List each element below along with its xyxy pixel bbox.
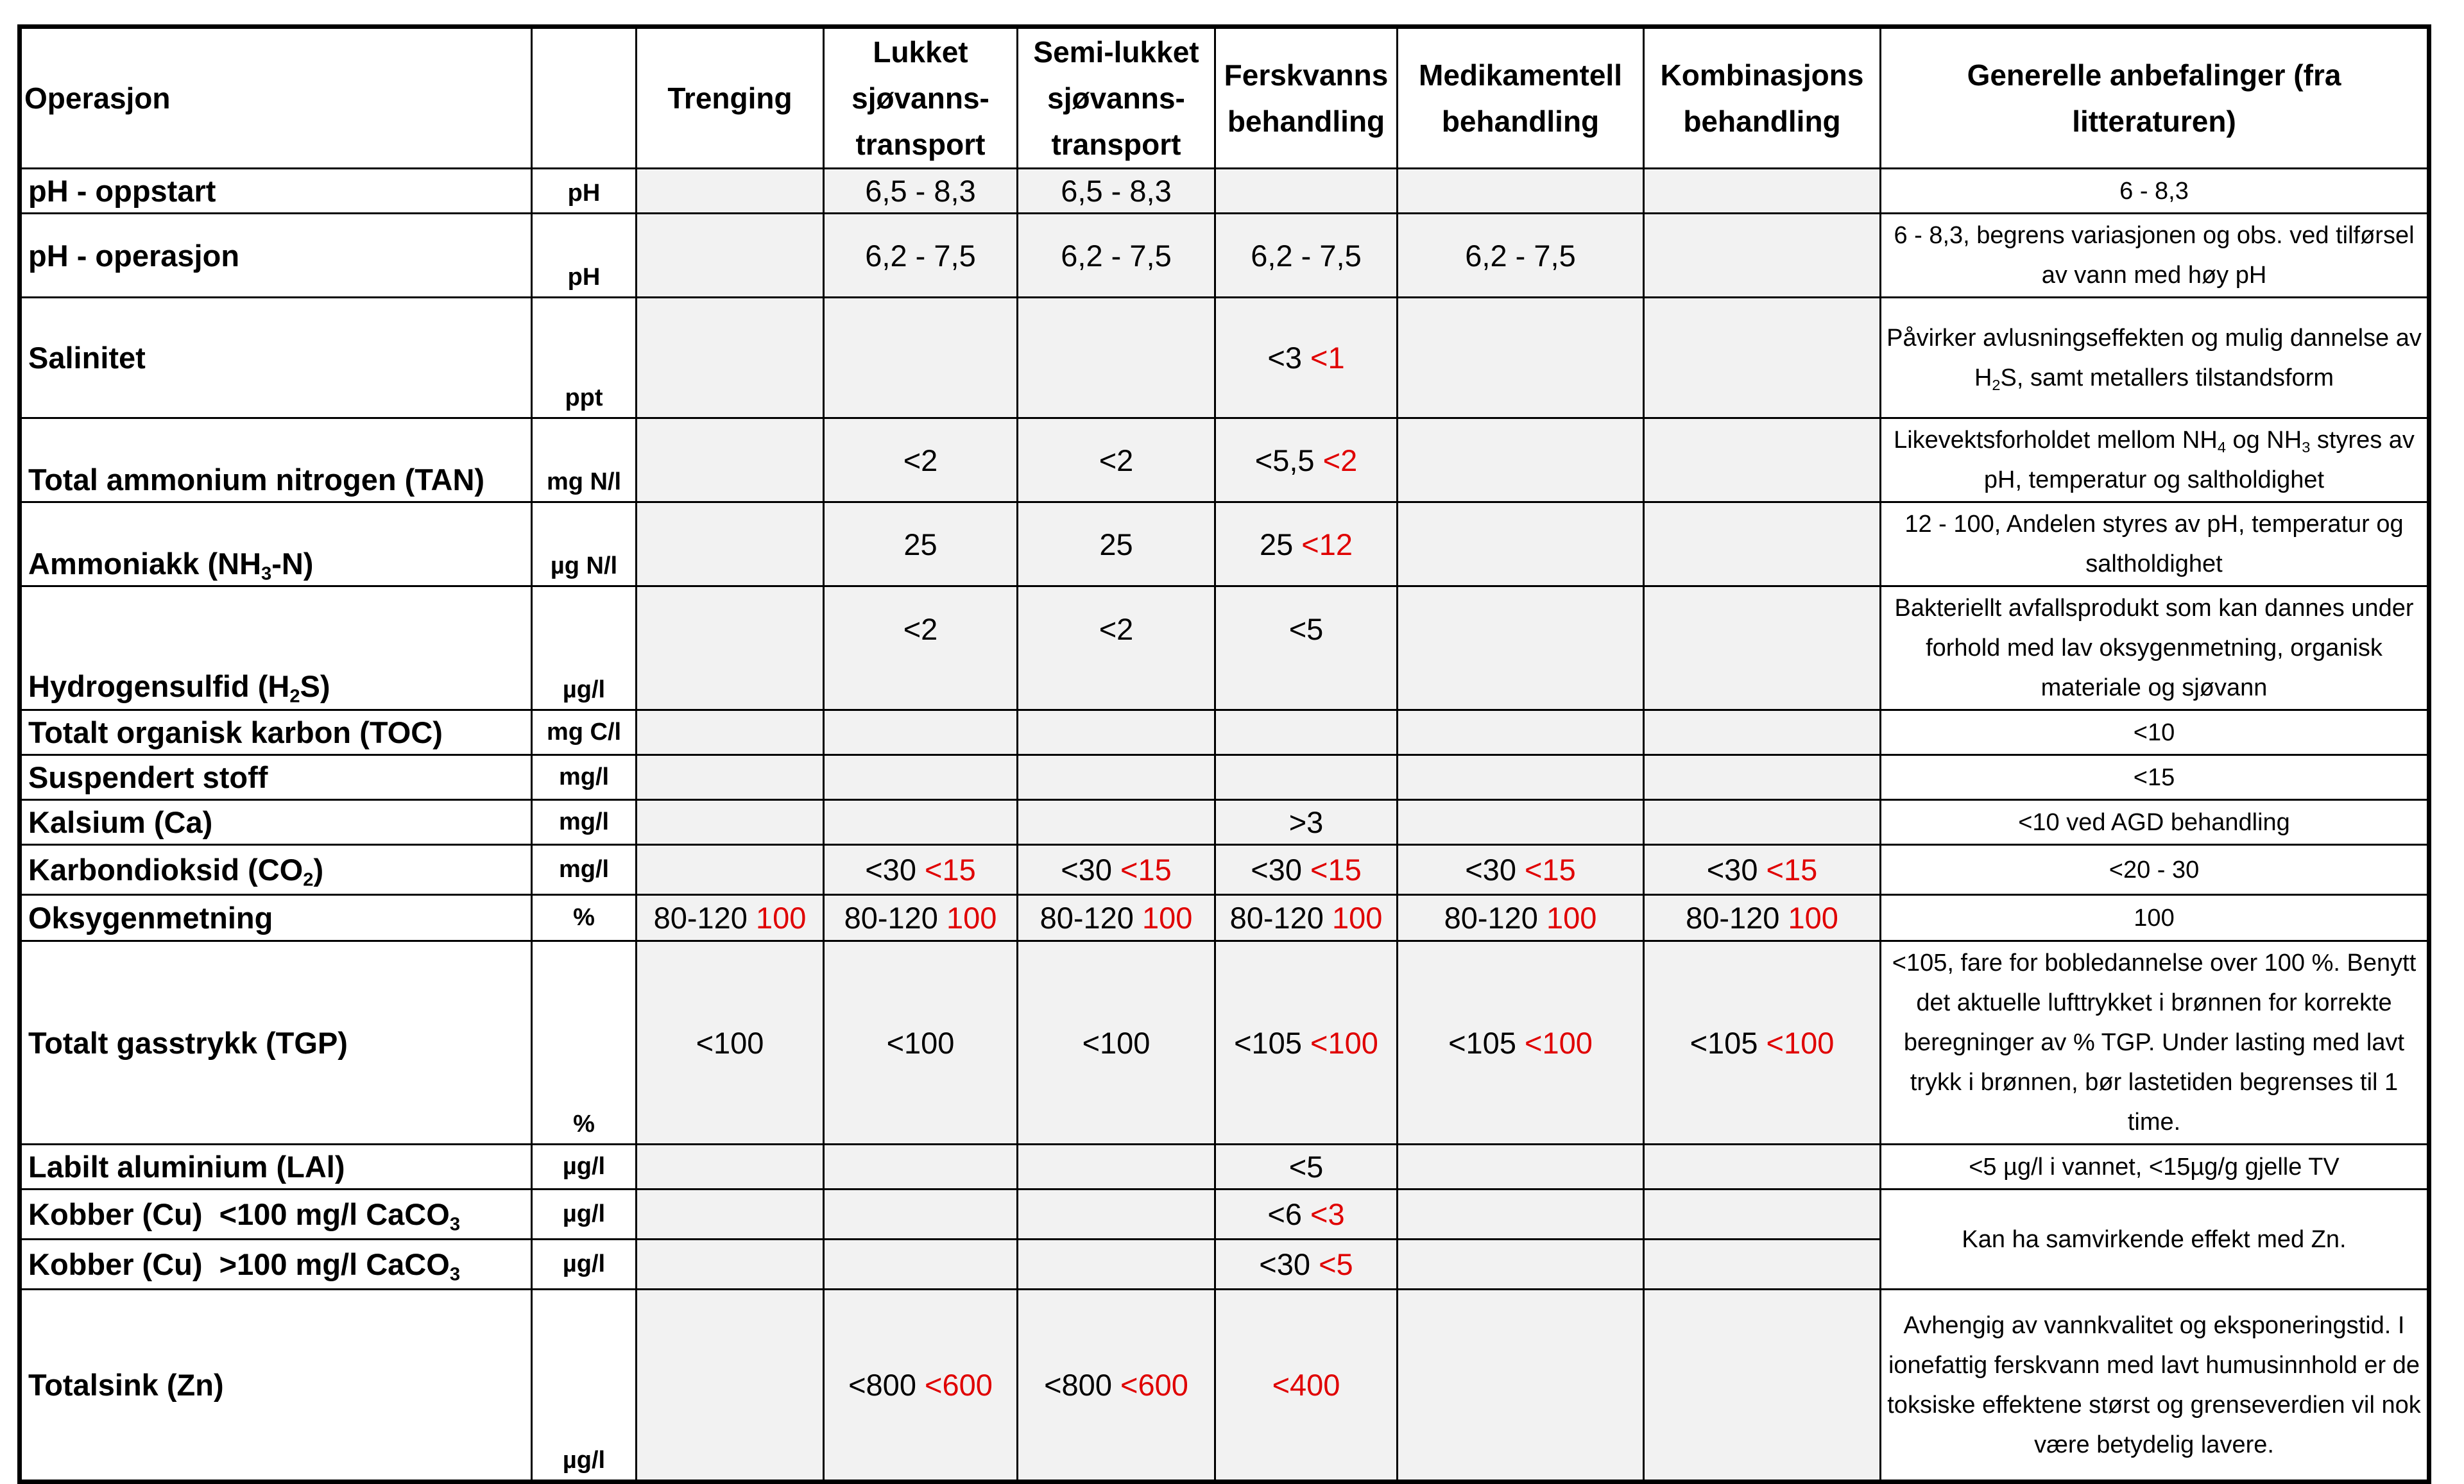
cell-kombi: 80-120 100 [1644,895,1881,941]
row-unit: µg/l [532,1145,637,1190]
cell-kombi [1644,586,1881,710]
cell-trenging [637,586,824,710]
cell-semi: 25 [1018,502,1215,586]
cell-recommendation: <105, fare for bobledannelse over 100 %. Benytt det aktuelle lufttrykket i brønnen for korrekte beregninger av % TGP. Under lasting med lavt trykk i brønnen, bør lastetiden begrenses til 1 time. [1881,941,2429,1145]
row-unit: % [532,895,637,941]
cell-kombi [1644,755,1881,800]
cell-semi [1018,298,1215,418]
cell-fersk: <105 <100 [1215,941,1398,1145]
row-unit: mg N/l [532,418,637,502]
cell-medik [1398,1145,1644,1190]
table-row [20,800,2429,845]
cell-medik [1398,502,1644,586]
cell-medik: 80-120 100 [1398,895,1644,941]
cell-fersk [1215,169,1398,214]
cell-medik [1398,586,1644,710]
header-semi-lukket: Semi-lukket sjøvanns- transport [1018,27,1215,169]
cell-fersk: 6,2 - 7,5 [1215,214,1398,298]
cell-medik [1398,1290,1644,1482]
cell-trenging [637,214,824,298]
table-row [20,1190,2429,1240]
cell-kombi [1644,298,1881,418]
water-quality-table [17,24,2431,1484]
row-unit: µg/l [532,1190,637,1240]
cell-semi: <30 <15 [1018,845,1215,895]
cell-medik [1398,755,1644,800]
cell-medik [1398,710,1644,755]
row-unit: µg/l [532,1290,637,1482]
cell-fersk: <30 <15 [1215,845,1398,895]
table-row [20,169,2429,214]
cell-trenging [637,169,824,214]
table-row [20,941,2429,1145]
header-ferskvann: Ferskvanns behandling [1215,27,1398,169]
cell-medik [1398,800,1644,845]
cell-kombi [1644,1240,1881,1290]
row-unit: mg C/l [532,710,637,755]
row-name: Kalsium (Ca) [20,800,532,845]
cell-trenging [637,845,824,895]
cell-recommendation: <10 ved AGD behandling [1881,800,2429,845]
cell-recommendation: 100 [1881,895,2429,941]
row-name: Karbondioksid $(CO_2)$ [20,845,532,895]
row-name: Totalt gasstrykk (TGP) [20,941,532,1145]
row-name: Kobber (Cu) <100 mg/l CaCO$_3$ [20,1190,532,1240]
cell-semi [1018,1240,1215,1290]
cell-semi: <800 <600 [1018,1290,1215,1482]
table-row [20,755,2429,800]
cell-recommendation: Avhengig av vannkvalitet og eksponeringstid. I ionefattig ferskvann med lavt humusinnhold er de toksiske effektene størst og grenseverdien vil nok være betydelig lavere. [1881,1290,2429,1482]
cell-lukket [824,1240,1018,1290]
cell-semi: <2 [1018,586,1215,710]
row-unit: mg/l [532,845,637,895]
cell-lukket [824,710,1018,755]
table-row [20,1290,2429,1482]
row-name: Kobber (Cu) >100 mg/l CaCO$_3$ [20,1240,532,1290]
row-unit: ppt [532,298,637,418]
cell-medik [1398,298,1644,418]
cell-semi: <2 [1018,418,1215,502]
row-unit: mg/l [532,800,637,845]
header-lukket: Lukket sjøvanns- transport [824,27,1018,169]
row-name: Labilt aluminium (LAl) [20,1145,532,1190]
cell-lukket: <2 [824,418,1018,502]
cell-trenging [637,1240,824,1290]
header-trenging: Trenging [637,27,824,169]
row-name: pH - operasjon [20,214,532,298]
cell-lukket [824,1145,1018,1190]
cell-medik [1398,1240,1644,1290]
table-row [20,418,2429,502]
header-operasjon: Operasjon [20,27,532,169]
cell-kombi [1644,710,1881,755]
cell-kombi [1644,418,1881,502]
cell-lukket [824,1190,1018,1240]
cell-trenging [637,1145,824,1190]
cell-medik: <105 <100 [1398,941,1644,1145]
cell-recommendation: Likevektsforholdet mellom $NH_4$ og $NH_3$ styres av pH, temperatur og saltholdighet [1881,418,2429,502]
cell-lukket: <2 [824,586,1018,710]
cell-fersk: 80-120 100 [1215,895,1398,941]
table-row [20,298,2429,418]
cell-fersk: <400 [1215,1290,1398,1482]
cell-recommendation: <15 [1881,755,2429,800]
cell-medik [1398,418,1644,502]
header-medikamentell: Medikamentell behandling [1398,27,1644,169]
row-unit: mg/l [532,755,637,800]
row-name: Suspendert stoff [20,755,532,800]
table-row [20,502,2429,586]
cell-recommendation: Påvirker avlusningseffekten og mulig dannelse av $H_2S$, samt metallers tilstandsform [1881,298,2429,418]
cell-recommendation: Kan ha samvirkende effekt med Zn. [1881,1190,2429,1290]
cell-lukket: 25 [824,502,1018,586]
cell-trenging [637,1290,824,1482]
row-unit: µg/l [532,586,637,710]
cell-lukket: 80-120 100 [824,895,1018,941]
cell-lukket: <800 <600 [824,1290,1018,1482]
cell-semi: <100 [1018,941,1215,1145]
cell-semi [1018,710,1215,755]
cell-kombi [1644,1290,1881,1482]
cell-medik: <30 <15 [1398,845,1644,895]
cell-semi [1018,1145,1215,1190]
cell-recommendation: <10 [1881,710,2429,755]
row-unit: pH [532,214,637,298]
cell-trenging [637,298,824,418]
cell-kombi [1644,1190,1881,1240]
cell-fersk: <5 [1215,586,1398,710]
cell-semi [1018,800,1215,845]
cell-fersk [1215,710,1398,755]
cell-semi [1018,1190,1215,1240]
cell-trenging [637,755,824,800]
cell-kombi: <105 <100 [1644,941,1881,1145]
table-row [20,845,2429,895]
cell-lukket [824,755,1018,800]
cell-recommendation: 12 - 100, Andelen styres av pH, temperatur og saltholdighet [1881,502,2429,586]
cell-kombi [1644,800,1881,845]
cell-recommendation: <5 µg/l i vannet, <15µg/g gjelle TV [1881,1145,2429,1190]
row-name: Ammoniakk $(NH_3-N)$ [20,502,532,586]
cell-lukket: <30 <15 [824,845,1018,895]
row-name: Oksygenmetning [20,895,532,941]
cell-kombi [1644,169,1881,214]
cell-fersk: >3 [1215,800,1398,845]
cell-semi: 6,2 - 7,5 [1018,214,1215,298]
cell-kombi [1644,502,1881,586]
cell-trenging [637,1190,824,1240]
cell-recommendation: <20 - 30 [1881,845,2429,895]
cell-semi: 80-120 100 [1018,895,1215,941]
row-unit: µg/l [532,1240,637,1290]
row-name: Totalt organisk karbon (TOC) [20,710,532,755]
cell-semi [1018,755,1215,800]
cell-lukket: <100 [824,941,1018,1145]
header-kombinasjon: Kombinasjons behandling [1644,27,1881,169]
header-unit [532,27,637,169]
cell-lukket: 6,2 - 7,5 [824,214,1018,298]
cell-medik [1398,169,1644,214]
cell-trenging [637,502,824,586]
cell-lukket [824,800,1018,845]
cell-fersk: <6 <3 [1215,1190,1398,1240]
row-unit: µg N/l [532,502,637,586]
row-name: Totalsink (Zn) [20,1290,532,1482]
header-generelle: Generelle anbefalinger (fra litteraturen) [1881,27,2429,169]
cell-trenging [637,418,824,502]
row-name: Salinitet [20,298,532,418]
table-row [20,214,2429,298]
table-row [20,586,2429,710]
cell-recommendation: Bakteriellt avfallsprodukt som kan dannes under forhold med lav oksygenmetning, organisk materiale og sjøvann [1881,586,2429,710]
cell-recommendation: 6 - 8,3, begrens variasjonen og obs. ved tilførsel av vann med høy pH [1881,214,2429,298]
cell-kombi [1644,1145,1881,1190]
cell-fersk [1215,755,1398,800]
cell-lukket [824,298,1018,418]
cell-trenging: <100 [637,941,824,1145]
row-name: pH - oppstart [20,169,532,214]
cell-trenging [637,800,824,845]
cell-fersk: <5,5 <2 [1215,418,1398,502]
header-row [20,27,2429,169]
cell-recommendation: 6 - 8,3 [1881,169,2429,214]
row-name: Total ammonium nitrogen (TAN) [20,418,532,502]
row-unit: pH [532,169,637,214]
cell-kombi: <30 <15 [1644,845,1881,895]
cell-medik [1398,1190,1644,1240]
table-row [20,895,2429,941]
cell-lukket: 6,5 - 8,3 [824,169,1018,214]
table-row [20,710,2429,755]
cell-trenging [637,710,824,755]
cell-fersk: <5 [1215,1145,1398,1190]
cell-semi: 6,5 - 8,3 [1018,169,1215,214]
cell-fersk: <30 <5 [1215,1240,1398,1290]
cell-trenging: 80-120 100 [637,895,824,941]
table-row [20,1145,2429,1190]
cell-fersk: 25 <12 [1215,502,1398,586]
row-name: Hydrogensulfid $(H_2S)$ [20,586,532,710]
row-unit: % [532,941,637,1145]
cell-fersk: <3 <1 [1215,298,1398,418]
cell-medik: 6,2 - 7,5 [1398,214,1644,298]
cell-kombi [1644,214,1881,298]
